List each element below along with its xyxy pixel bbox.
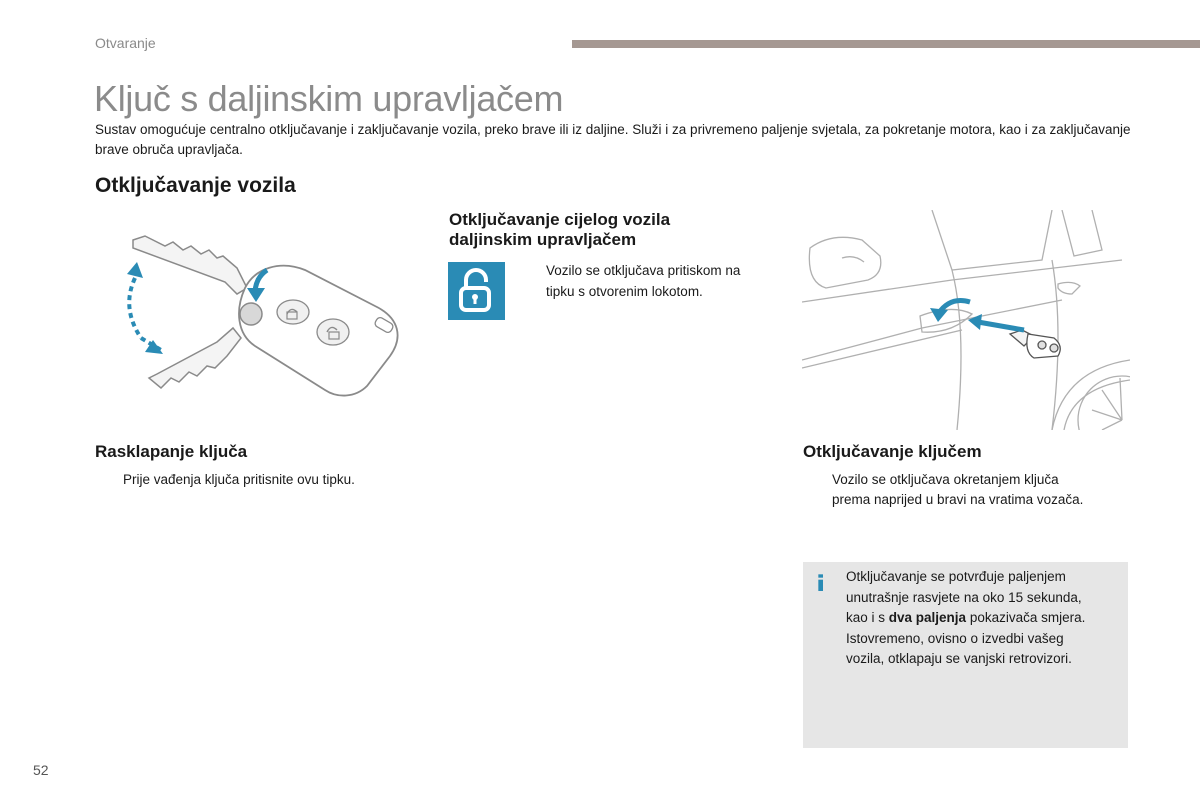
- remote-unlock-heading-line2: daljinskim upravljačem: [449, 230, 637, 249]
- page-title: Ključ s daljinskim upravljačem: [94, 78, 564, 119]
- key-unlock-heading: Otključavanje ključem: [803, 442, 982, 461]
- info-line4: Istovremeno, ovisno o izvedbi vašeg: [846, 630, 1064, 646]
- info-line1: Otključavanje se potvrđuje paljenjem: [846, 569, 1066, 584]
- folding-key-illustration: [105, 228, 410, 398]
- info-line3: [846, 608, 1124, 629]
- car-door-illustration: [802, 210, 1130, 430]
- info-icon: [817, 570, 825, 596]
- unlocked-padlock-icon: [448, 262, 505, 320]
- remote-unlock-bullet-line1: Vozilo se otključava pritiskom na: [546, 263, 741, 278]
- unfold-key-bullet: Prije vađenja ključa pritisnite ovu tipku.: [123, 472, 355, 487]
- info-line3-pre: kao i s: [846, 610, 889, 625]
- main-heading: Otključavanje vozila: [95, 174, 296, 197]
- unfold-key-heading: Rasklapanje ključa: [95, 442, 248, 461]
- info-line3-post: pokazivača smjera.: [966, 610, 1086, 625]
- unlock-button-icon-box: [448, 262, 505, 320]
- header-bar: [572, 40, 1200, 48]
- info-line5: vozila, otklapaju se vanjski retrovizori.: [846, 651, 1072, 666]
- key-unlock-bullet-line2: prema naprijed u bravi na vratima vozača.: [832, 492, 1084, 507]
- remote-unlock-bullet-line2: tipku s otvorenim lokotom.: [546, 284, 703, 299]
- info-line3-bold: dva paljenja: [888, 610, 967, 625]
- remote-unlock-heading-line1: Otključavanje cijelog vozila: [449, 210, 671, 229]
- key-unlock-bullet-line1: Vozilo se otključava okretanjem ključa: [832, 472, 1059, 487]
- intro-paragraph: Sustav omogućuje centralno otključavanje i zaključavanje vozila, preko brave ili iz daljine. Služi i za privremeno paljenje svjetala, za pokretanje motora, kao i za zaključavanje brave obruča upravljača.: [95, 122, 1131, 157]
- info-line2: unutrašnje rasvjete na oko 15 sekunda,: [846, 589, 1082, 605]
- section-label: Otvaranje: [95, 35, 156, 51]
- page-number: 52: [33, 762, 49, 778]
- info-text: [846, 567, 1124, 670]
